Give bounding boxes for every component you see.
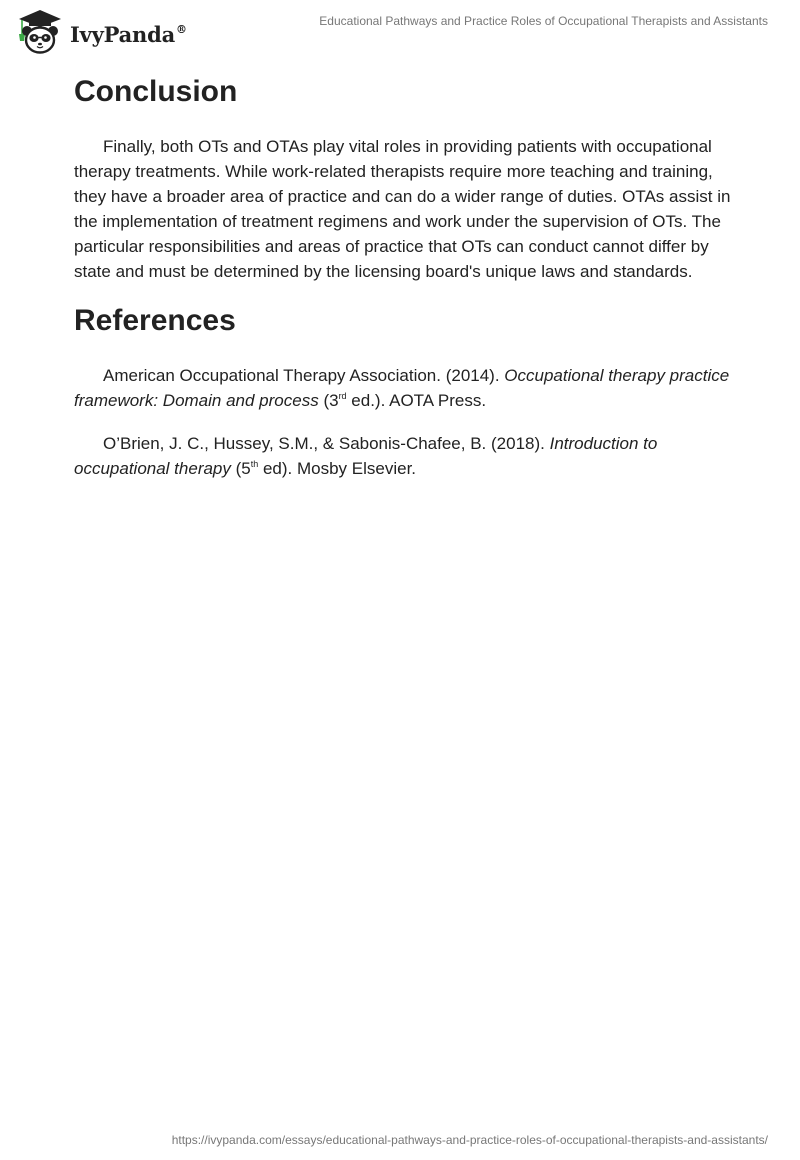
reference-title: Occupational therapy practice framework: Domain and process — [74, 366, 730, 410]
registered-mark: ® — [176, 22, 187, 36]
reference-publisher: ed.). AOTA Press. — [346, 391, 487, 410]
reference-edition-suffix: rd — [338, 391, 347, 401]
reference-edition: (3 — [318, 391, 339, 410]
reference-edition: (5 — [230, 459, 251, 478]
logo-wordmark — [70, 22, 187, 47]
reference-edition-suffix: th — [250, 459, 259, 469]
conclusion-heading: Conclusion — [74, 75, 238, 108]
source-url-link[interactable]: https://ivypanda.com/essays/educational-pathways-and-practice-roles-of-occupational-therapists-and-assistants/ — [171, 1133, 768, 1147]
document-title: Educational Pathways and Practice Roles of Occupational Therapists and Assistants — [319, 14, 768, 28]
brand-name: IvyPanda — [70, 21, 176, 47]
panda-graduate-icon — [14, 8, 66, 56]
reference-entry — [74, 363, 734, 413]
reference-authors: O’Brien, J. C., Hussey, S.M., & Sabonis-Chafee, B. (2018). — [103, 434, 550, 453]
ivypanda-logo[interactable] — [14, 8, 187, 56]
reference-publisher: ed). Mosby Elsevier. — [258, 459, 417, 478]
reference-title: Introduction to occupational therapy — [74, 434, 658, 478]
references-heading: References — [74, 304, 236, 337]
reference-authors: American Occupational Therapy Association. (2014). — [103, 366, 505, 385]
document-body — [74, 70, 734, 481]
conclusion-paragraph: Finally, both OTs and OTAs play vital roles in providing patients with occupational therapy treatments. While work-related therapists require more teaching and training, they have a broader area of practice and can do a wider range of duties. OTAs assist in the implementation of treatment regimens and work under the supervision of OTs. The particular responsibilities and areas of practice that OTs can conduct cannot differ by state and must be determined by the licensing board's unique laws and standards. — [74, 137, 731, 281]
reference-entry — [74, 431, 734, 481]
